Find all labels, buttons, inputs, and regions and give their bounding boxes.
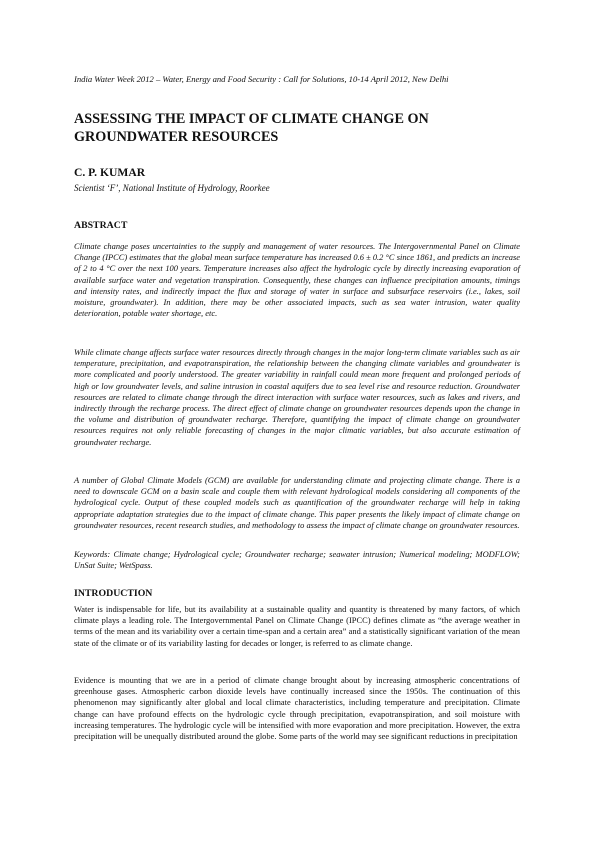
author-name: C. P. KUMAR xyxy=(74,166,146,179)
conference-header: India Water Week 2012 – Water, Energy and Food Security : Call for Solutions, 10-14 April 2012, New Delhi xyxy=(74,74,449,84)
paper-title: ASSESSING THE IMPACT OF CLIMATE CHANGE ON GROUNDWATER RESOURCES xyxy=(74,111,429,145)
abstract-paragraph-1: Climate change poses uncertainties to the supply and management of water resources. The Intergovernmental Panel on Climate Change (IPCC) estimates that the global mean surface temperature has increased 0.6 ± 0.2 °C since 1861, and predicts an increase of 2 to 4 °C over the next 100 years. Temperature increases also affect the hydrologic cycle by directly increasing evaporation of available surface water and vegetation transpiration. Consequently, these changes can influence precipitation amounts, timings and intensity rates, and indirectly impact the flux and storage of water in surface and subsurface reservoirs (i.e., lakes, soil moisture, groundwater). In addition, there may be other associated impacts, such as sea water intrusion, water quality deterioration, potable water shortage, etc. xyxy=(74,241,520,319)
author-affiliation: Scientist ‘F’, National Institute of Hydrology, Roorkee xyxy=(74,183,270,193)
abstract-paragraph-2: While climate change affects surface water resources directly through changes in the major long-term climate variables such as air temperature, precipitation, and evapotranspiration, the relationship between the changing climate variables and groundwater is more complicated and poorly understood. The greater variability in rainfall could mean more frequent and prolonged periods of high or low groundwater levels, and saline intrusion in coastal aquifers due to sea level rise and resource reduction. Groundwater resources are related to climate change through the direct interaction with surface water resources, such as lakes and rivers, and indirectly through the recharge process. The direct effect of climate change on groundwater resources depends upon the change in the volume and distribution of groundwater recharge. Therefore, quantifying the impact of climate change on groundwater resources requires not only reliable forecasting of changes in the major climatic variables, but also accurate estimation of groundwater recharge. xyxy=(74,347,520,447)
introduction-paragraph-1: Water is indispensable for life, but its availability at a sustainable quality and quantity is threatened by many factors, of which climate plays a leading role. The Intergovernmental Panel on Climate Change (IPCC) defines climate as “the average weather in terms of the mean and its variability over a certain time-span and a certain area” and a statistically significant variation of the mean state of the climate or of its variability lasting for decades or longer, is referred to as climate change. xyxy=(74,604,520,648)
keywords: Keywords: Climate change; Hydrological cycle; Groundwater recharge; seawater intrusion; Numerical modeling; MODFLOW; UnSat Suite; WetSpass. xyxy=(74,549,520,571)
introduction-paragraph-2: Evidence is mounting that we are in a period of climate change brought about by increasing atmospheric concentrations of greenhouse gases. Atmospheric carbon dioxide levels have continually increased since the 1950s. The continuation of this phenomenon may significantly alter global and local climate characteristics, including temperature and precipitation. Climate change can have profound effects on the hydrologic cycle through precipitation, evapotranspiration, and soil moisture with increasing temperatures. The hydrologic cycle will be intensified with more evaporation and more precipitation. However, the extra precipitation will be unequally distributed around the globe. Some parts of the world may see significant reductions in precipitation xyxy=(74,675,520,742)
introduction-heading: INTRODUCTION xyxy=(74,588,153,599)
abstract-paragraph-3: A number of Global Climate Models (GCM) are available for understanding climate and projecting climate change. There is a need to downscale GCM on a basin scale and couple them with relevant hydrological models considering all components of the hydrological cycle. Output of these coupled models such as quantification of the groundwater recharge will help in taking appropriate adaptation strategies due to the impact of climate change. This paper presents the likely impact of climate change on groundwater resources, recent research studies, and methodology to assess the impact of climate change on groundwater resources. xyxy=(74,475,520,530)
abstract-heading: ABSTRACT xyxy=(74,220,128,231)
